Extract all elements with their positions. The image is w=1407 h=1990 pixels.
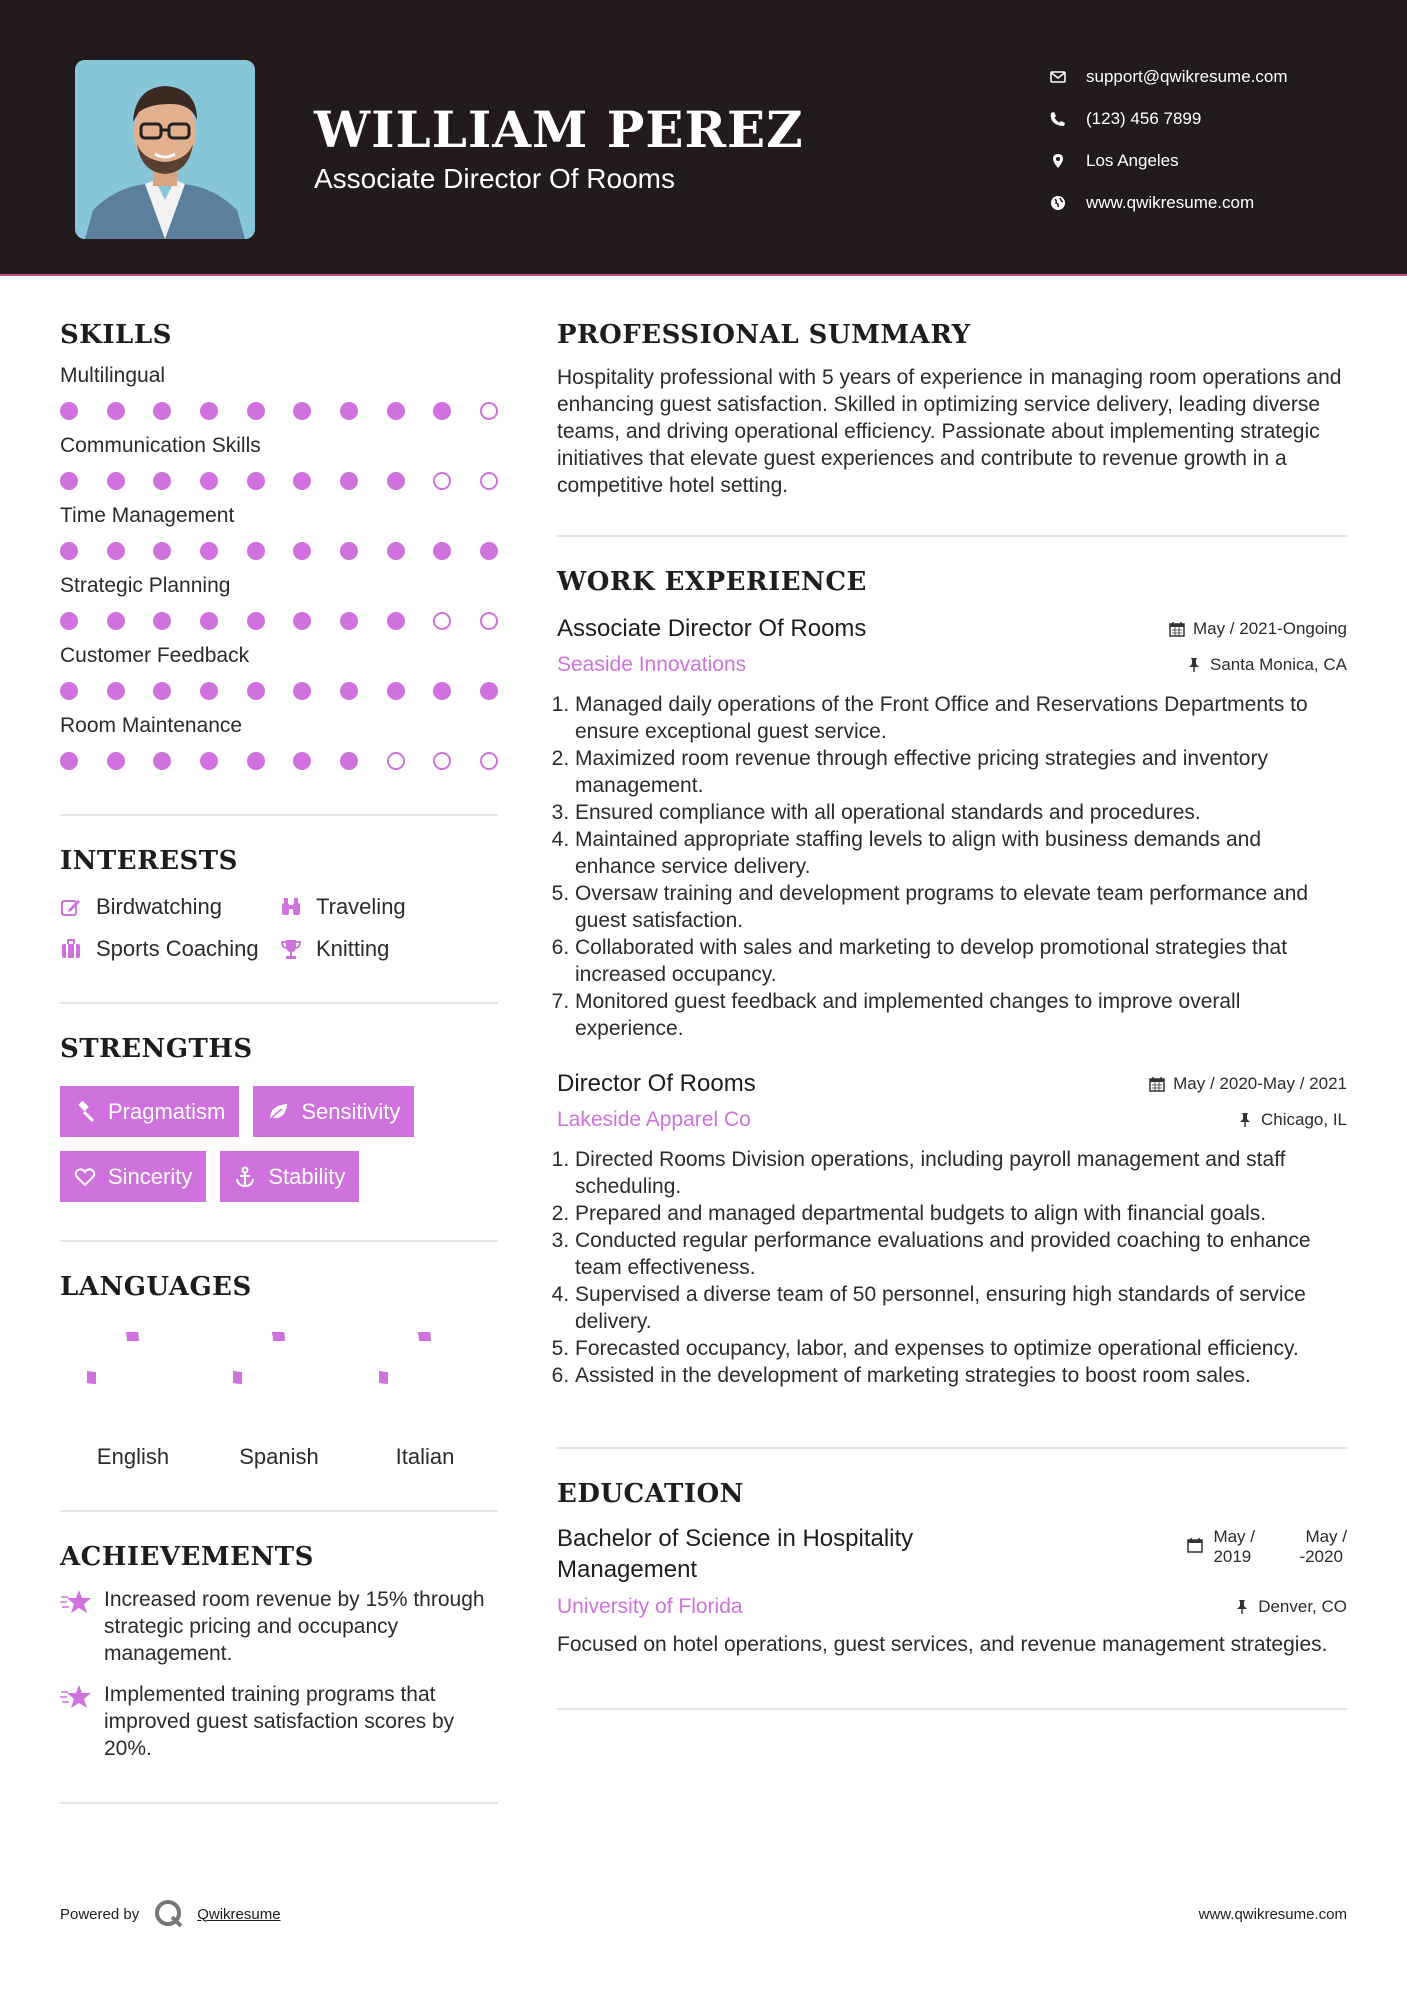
header-accent-line	[0, 274, 1407, 276]
footer-website[interactable]: www.qwikresume.com	[1198, 1906, 1347, 1923]
skill-name: Communication Skills	[60, 434, 261, 457]
language-level-arc	[87, 1332, 133, 1378]
contact-list	[1050, 56, 1380, 224]
section-divider	[60, 1002, 498, 1004]
interest-item	[60, 894, 280, 920]
skill-dot-filled	[60, 682, 78, 700]
job-bullet: 5. Forecasted occupancy, labor, and expenses to optimize operational efficiency.	[575, 1335, 1347, 1362]
achievements-list	[60, 1586, 498, 1762]
skill-dot-filled	[340, 752, 358, 770]
skill-dot-filled	[480, 542, 498, 560]
language-level-arc	[233, 1332, 279, 1378]
interest-label: Knitting	[316, 936, 390, 961]
skill-dot-filled	[247, 752, 265, 770]
strength-chip	[60, 1151, 206, 1202]
contact-location-text: Los Angeles	[1086, 151, 1179, 170]
job-bullet: 3. Conducted regular performance evaluations and provided coaching to enhance team effectiveness.	[575, 1227, 1347, 1281]
skill-dot-filled	[387, 542, 405, 560]
contact-email[interactable]	[1050, 56, 1380, 98]
job-entry	[557, 1070, 1347, 1389]
job-entry	[557, 615, 1347, 1042]
skill-dot-filled	[247, 612, 265, 630]
interest-item	[60, 936, 280, 962]
skill-rating	[60, 402, 498, 420]
skill-dot-filled	[387, 682, 405, 700]
language-item	[60, 1332, 206, 1470]
skill-dot-filled	[387, 402, 405, 420]
company-name: Seaside Innovations	[557, 653, 747, 676]
job-bullets	[557, 1146, 1347, 1389]
skill-dot-filled	[107, 472, 125, 490]
education-description: Focused on hotel operations, guest services, and revenue management strategies.	[557, 1633, 1328, 1656]
job-bullet: 2. Maximized room revenue through effective pricing strategies and inventory management.	[575, 745, 1347, 799]
experience-heading: WORK EXPERIENCE	[557, 567, 867, 597]
skill-dot-empty	[480, 752, 498, 770]
calendar-icon	[1149, 1076, 1165, 1092]
section-divider	[60, 1802, 498, 1804]
strength-chip	[60, 1086, 239, 1137]
strength-label: Pragmatism	[108, 1098, 226, 1124]
location-pin-icon	[1050, 153, 1086, 169]
skill-dot-filled	[340, 472, 358, 490]
job-bullet: 5. Oversaw training and development programs to elevate team performance and guest satisfaction.	[575, 880, 1347, 934]
summary-text: Hospitality professional with 5 years of experience in managing room operations and enhancing guest satisfaction. Skilled in optimizing service delivery, leading diverse teams, and driving operational efficiency. Passionate about implementing strategic initiatives that elevate guest experiences and contribute to revenue growth in a competitive hotel setting.	[557, 366, 1342, 497]
skill-dot-empty	[480, 612, 498, 630]
language-item	[206, 1332, 352, 1470]
qwikresume-logo-icon	[153, 1898, 185, 1930]
skill-dot-filled	[200, 612, 218, 630]
skill-dot-filled	[107, 402, 125, 420]
skill-dot-filled	[433, 402, 451, 420]
strength-label: Stability	[268, 1163, 346, 1189]
company-name: Lakeside Apparel Co	[557, 1108, 751, 1131]
envelope-icon	[1050, 69, 1086, 85]
skill-name: Customer Feedback	[60, 644, 250, 667]
profile-photo	[75, 60, 255, 239]
skill-dot-filled	[107, 542, 125, 560]
skill-dot-filled	[200, 472, 218, 490]
skill-rating	[60, 472, 498, 490]
skill-dot-filled	[153, 752, 171, 770]
skill-dot-empty	[433, 612, 451, 630]
achievement-text: Increased room revenue by 15% through strategic pricing and occupancy management.	[104, 1588, 485, 1665]
leaf-icon	[267, 1101, 301, 1123]
contact-phone[interactable]	[1050, 98, 1380, 140]
language-name: English	[96, 1444, 170, 1469]
phone-icon	[1050, 111, 1086, 127]
skill-dot-filled	[153, 472, 171, 490]
skill-dot-empty	[433, 752, 451, 770]
contact-website[interactable]	[1050, 182, 1380, 224]
skill-item	[60, 644, 498, 700]
interest-item	[280, 894, 480, 920]
skill-dot-filled	[387, 612, 405, 630]
education-heading: EDUCATION	[557, 1479, 744, 1509]
skill-rating	[60, 682, 498, 700]
education-entry	[557, 1523, 1347, 1585]
heart-icon	[74, 1166, 108, 1188]
skill-item	[60, 434, 498, 490]
briefcase-icon	[60, 938, 96, 960]
skill-dot-filled	[293, 752, 311, 770]
globe-icon	[1050, 195, 1086, 211]
skill-dot-filled	[200, 752, 218, 770]
language-item	[352, 1332, 498, 1470]
interests-heading: INTERESTS	[60, 846, 238, 876]
skill-dot-filled	[340, 612, 358, 630]
skill-dot-filled	[247, 542, 265, 560]
section-divider	[60, 814, 498, 816]
section-divider	[557, 1708, 1347, 1710]
powered-by-text: Powered by	[60, 1905, 140, 1923]
skill-dot-filled	[340, 542, 358, 560]
skill-dot-filled	[60, 542, 78, 560]
skill-dot-filled	[247, 402, 265, 420]
education-sub	[557, 1595, 1347, 1619]
education-start-year: 2019	[1213, 1547, 1252, 1566]
skill-dot-filled	[247, 472, 265, 490]
language-level-arc	[379, 1332, 425, 1378]
job-date	[1149, 1074, 1347, 1094]
skill-rating	[60, 612, 498, 630]
skill-dot-filled	[107, 612, 125, 630]
education-start-date	[1213, 1527, 1299, 1567]
job-location-text: Chicago, IL	[1261, 1110, 1347, 1129]
education-degree: Bachelor of Science in Hospitality Management	[557, 1525, 914, 1583]
skill-dot-filled	[293, 472, 311, 490]
job-date-text: May / 2021-Ongoing	[1192, 619, 1347, 638]
skill-dot-filled	[340, 682, 358, 700]
skill-dot-filled	[387, 472, 405, 490]
pin-icon	[1237, 1112, 1253, 1128]
star-icon	[60, 1681, 104, 1762]
left-column	[60, 320, 498, 1804]
skill-dot-empty	[387, 752, 405, 770]
calendar-icon	[1169, 621, 1185, 637]
pin-icon	[1234, 1599, 1250, 1615]
language-level-ring	[233, 1332, 325, 1424]
summary-heading: PROFESSIONAL SUMMARY	[557, 320, 971, 350]
binoculars-icon	[280, 896, 316, 918]
skill-rating	[60, 542, 498, 560]
skill-dot-empty	[480, 402, 498, 420]
contact-location	[1050, 140, 1380, 182]
interest-label: Birdwatching	[96, 894, 222, 919]
skill-name: Time Management	[60, 504, 235, 527]
skill-dot-filled	[293, 542, 311, 560]
education-start-month: May /	[1213, 1527, 1255, 1546]
section-divider	[557, 535, 1347, 537]
candidate-title: Associate Director Of Rooms	[314, 163, 675, 194]
languages-list	[60, 1332, 498, 1470]
language-name: Spanish	[239, 1444, 319, 1469]
anchor-icon	[234, 1166, 268, 1188]
section-divider	[60, 1510, 498, 1512]
pin-icon	[1186, 657, 1202, 673]
skill-dot-filled	[60, 472, 78, 490]
job-role: Associate Director Of Rooms	[557, 615, 867, 642]
skill-dot-filled	[153, 402, 171, 420]
skill-dot-filled	[60, 612, 78, 630]
skill-dot-filled	[153, 612, 171, 630]
job-bullet: 2. Prepared and managed departmental budgets to align with financial goals.	[575, 1200, 1347, 1227]
skill-dot-filled	[247, 682, 265, 700]
skill-dot-empty	[480, 472, 498, 490]
job-role: Director Of Rooms	[557, 1070, 756, 1097]
language-name: Italian	[395, 1444, 455, 1469]
profile-photo-illustration	[75, 60, 255, 239]
skill-dot-filled	[153, 682, 171, 700]
candidate-name: WILLIAM PEREZ	[314, 100, 804, 159]
achievement-item	[60, 1586, 498, 1667]
strength-chip	[220, 1151, 359, 1202]
job-bullet: 1. Directed Rooms Division operations, including payroll management and staff scheduling.	[575, 1146, 1347, 1200]
education-end-year: -2020	[1299, 1547, 1343, 1566]
strengths-heading: STRENGTHS	[60, 1034, 253, 1064]
strength-label: Sincerity	[108, 1163, 193, 1189]
education-end-month: May /	[1305, 1527, 1347, 1546]
skill-dot-filled	[60, 752, 78, 770]
job-location	[1237, 1110, 1347, 1130]
achievements-heading: ACHIEVEMENTS	[60, 1542, 314, 1572]
skill-rating	[60, 752, 498, 770]
interest-label: Sports Coaching	[96, 936, 259, 961]
section-divider	[557, 1447, 1347, 1449]
school-name: University of Florida	[557, 1595, 743, 1618]
skill-dot-filled	[107, 752, 125, 770]
skill-dot-filled	[200, 682, 218, 700]
job-date	[1169, 619, 1347, 639]
skill-item	[60, 504, 498, 560]
section-divider	[60, 1240, 498, 1242]
skill-name: Multilingual	[60, 364, 166, 387]
skill-dot-filled	[107, 682, 125, 700]
skill-dot-filled	[293, 612, 311, 630]
job-bullet: 7. Monitored guest feedback and implemented changes to improve overall experience.	[575, 988, 1347, 1042]
skill-dot-filled	[433, 542, 451, 560]
footer-powered-by	[60, 1898, 281, 1930]
strength-chip	[253, 1086, 414, 1137]
skills-heading: SKILLS	[60, 320, 172, 350]
skill-dot-filled	[200, 542, 218, 560]
education-location	[1234, 1597, 1347, 1617]
skill-item	[60, 364, 498, 420]
language-level-ring	[379, 1332, 471, 1424]
skill-dot-filled	[153, 542, 171, 560]
skill-dot-filled	[293, 682, 311, 700]
right-column	[557, 320, 1347, 1710]
skill-dot-filled	[60, 402, 78, 420]
contact-email-text: support@qwikresume.com	[1086, 67, 1288, 86]
job-location-text: Santa Monica, CA	[1209, 655, 1347, 674]
interests-list	[60, 894, 498, 962]
job-bullet: 4. Maintained appropriate staffing levels to align with business demands and enhance service delivery.	[575, 826, 1347, 880]
strengths-list	[60, 1086, 498, 1202]
education-dates	[1187, 1527, 1347, 1567]
skill-dot-filled	[480, 682, 498, 700]
strength-label: Sensitivity	[301, 1098, 401, 1124]
brand-link[interactable]: Qwikresume	[197, 1905, 281, 1923]
job-bullet: 1. Managed daily operations of the Front Office and Reservations Departments to ensure exceptional guest service.	[575, 691, 1347, 745]
job-date-text: May / 2020-May / 2021	[1173, 1074, 1347, 1093]
skill-dot-empty	[433, 472, 451, 490]
skill-dot-filled	[340, 402, 358, 420]
star-icon	[60, 1586, 104, 1667]
education-end-date	[1299, 1527, 1347, 1567]
skills-list	[60, 364, 498, 770]
calendar-icon	[1187, 1537, 1203, 1553]
trophy-icon	[280, 938, 316, 960]
skill-item	[60, 574, 498, 630]
skill-dot-filled	[200, 402, 218, 420]
job-bullet: 6. Assisted in the development of marketing strategies to boost room sales.	[575, 1362, 1347, 1389]
job-location	[1186, 655, 1347, 675]
skill-dot-filled	[293, 402, 311, 420]
pencil-square-icon	[60, 896, 96, 918]
gavel-icon	[74, 1101, 108, 1123]
contact-website-text: www.qwikresume.com	[1086, 193, 1255, 212]
skill-dot-filled	[433, 682, 451, 700]
education-location-text: Denver, CO	[1258, 1597, 1347, 1616]
language-level-ring	[87, 1332, 179, 1424]
skill-name: Room Maintenance	[60, 714, 243, 737]
languages-heading: LANGUAGES	[60, 1272, 252, 1302]
job-bullet: 6. Collaborated with sales and marketing to develop promotional strategies that increased occupancy.	[575, 934, 1347, 988]
achievement-item	[60, 1681, 498, 1762]
interest-item	[280, 936, 480, 962]
achievement-text: Implemented training programs that improved guest satisfaction scores by 20%.	[104, 1683, 455, 1760]
job-bullets	[557, 691, 1347, 1042]
skill-name: Strategic Planning	[60, 574, 231, 597]
job-bullet: 4. Supervised a diverse team of 50 personnel, ensuring high standards of service delivery.	[575, 1281, 1347, 1335]
contact-phone-text: (123) 456 7899	[1086, 109, 1202, 128]
job-bullet: 3. Ensured compliance with all operational standards and procedures.	[575, 799, 1347, 826]
interest-label: Traveling	[316, 894, 406, 919]
skill-item	[60, 714, 498, 770]
